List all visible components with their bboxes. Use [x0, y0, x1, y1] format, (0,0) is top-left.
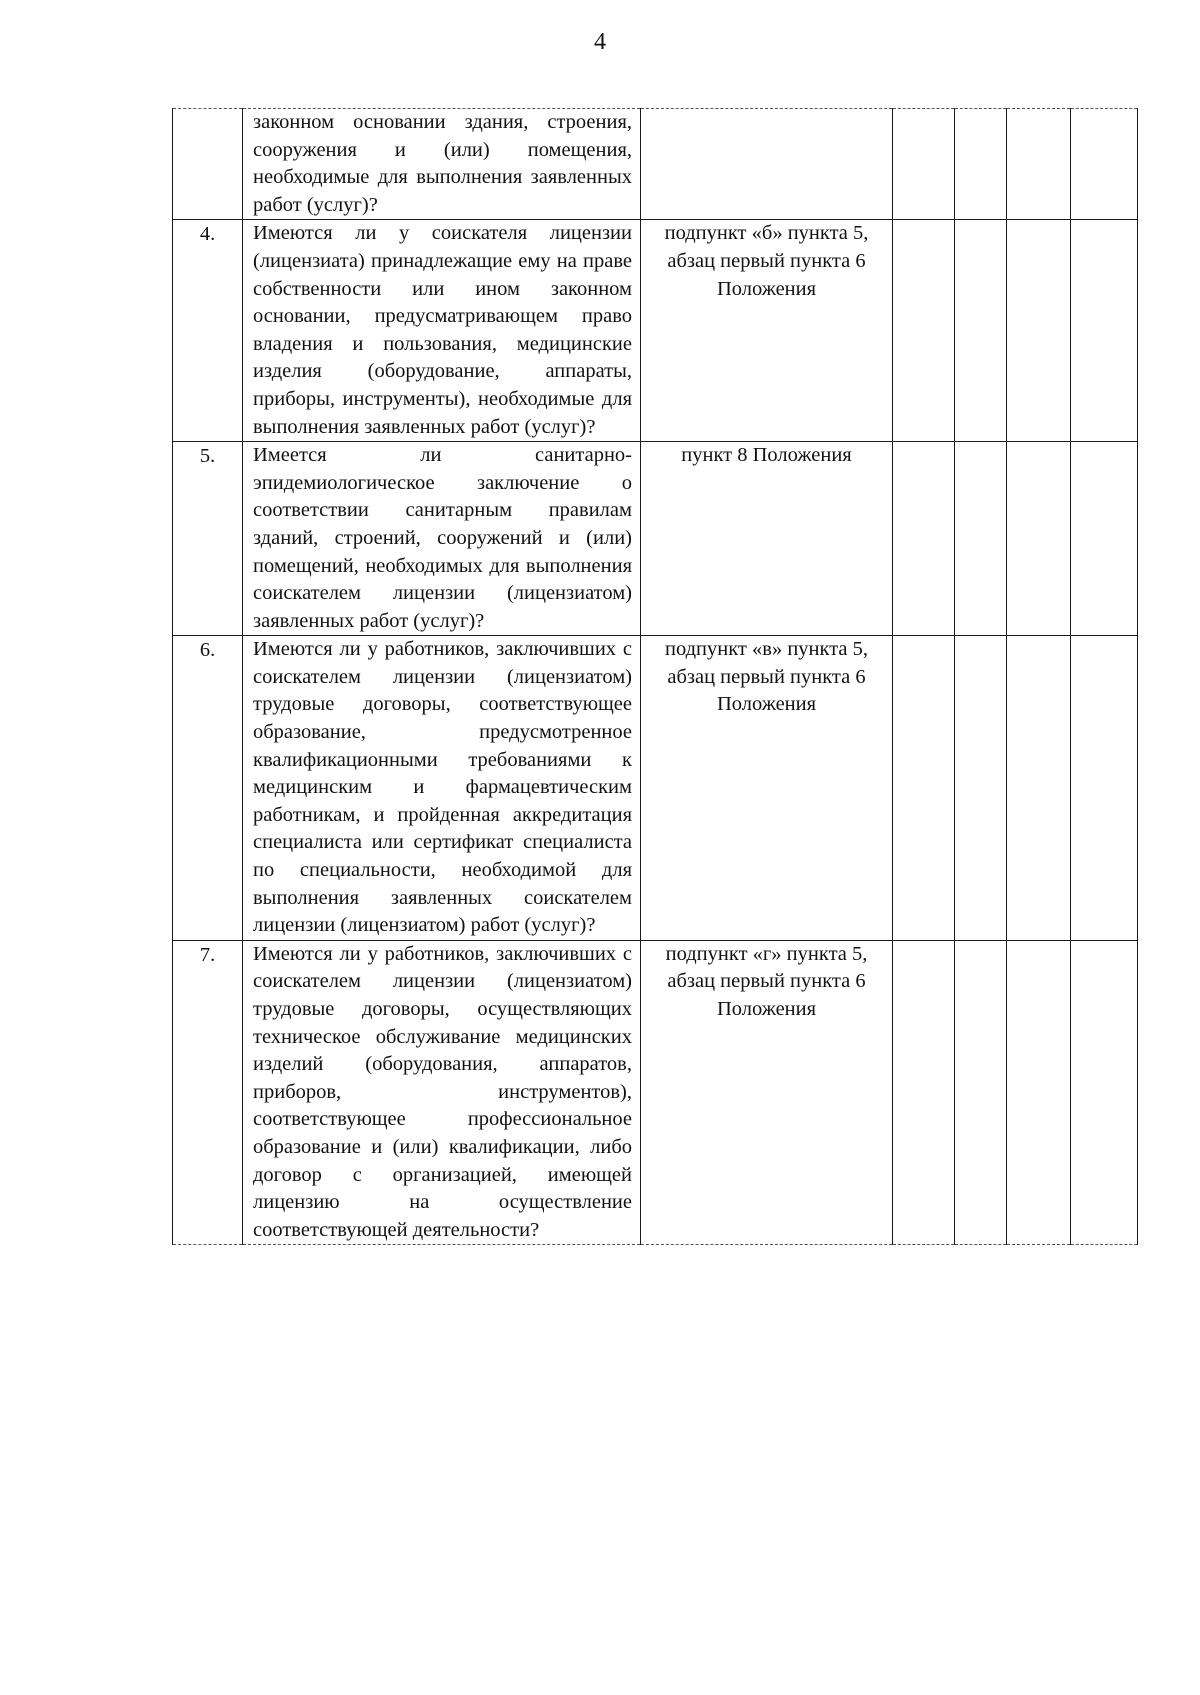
answer-cell-yes	[893, 442, 955, 636]
reference-text: пункт 8 Положения	[681, 444, 852, 467]
row-number: 4.	[199, 223, 216, 246]
question-cell	[243, 940, 641, 1245]
row-number	[173, 109, 242, 110]
answer-cell-yes	[893, 636, 955, 941]
question-text: законном основании здания, строения, сооружения и (или) помещения, необходимые для выполнения заявленных работ (услуг)?	[253, 111, 632, 216]
answer-cell-not-applicable	[1007, 636, 1071, 941]
answer-cell-no	[955, 109, 1007, 220]
row-number-cell	[173, 220, 243, 442]
notes-cell	[1071, 636, 1138, 941]
notes-cell	[1071, 109, 1138, 220]
answer-cell-yes	[893, 940, 955, 1245]
table-row	[173, 940, 1138, 1245]
question-text: Имеются ли у соискателя лицензии (лицензиата) принадлежащие ему на праве собственности или ином законном основании, предусматривающем право владения и пользования, медицинские изделия (оборудование, аппараты, приборы, инструменты), необходимые для выполнения заявленных работ (услуг)?	[253, 222, 632, 438]
notes-cell	[1071, 940, 1138, 1245]
answer-cell-no	[955, 220, 1007, 442]
table-row	[173, 220, 1138, 442]
answer-cell-not-applicable	[1007, 220, 1071, 442]
answer-cell-no	[955, 940, 1007, 1245]
question-text: Имеется ли санитарно-эпидемиологическое заключение о соответствии санитарным правилам зданий, строений, сооружений и (или) помещений, необходимых для выполнения соискателем лицензии (лицензиатом) заявленных работ (услуг)?	[253, 444, 632, 632]
question-cell	[243, 109, 641, 220]
reference-cell	[641, 442, 893, 636]
question-cell	[243, 442, 641, 636]
reference-text: подпункт «в» пункта 5, абзац первый пункта 6 Положения	[664, 638, 869, 716]
table-row	[173, 442, 1138, 636]
answer-cell-not-applicable	[1007, 442, 1071, 636]
page-number: 4	[594, 29, 606, 55]
notes-cell	[1071, 220, 1138, 442]
question-text: Имеются ли у работников, заключивших с соискателем лицензии (лицензиатом) трудовые договоры, осуществляющих техническое обслуживание медицинских изделий (оборудования, аппаратов, приборов, инструментов), соответствующее профессиональное образование и (или) квалификации, либо договор с организацией, имеющей лицензию на осуществление соответствующей деятельности?	[253, 942, 632, 1241]
reference-text: подпункт «б» пункта 5, абзац первый пункта 6 Положения	[664, 222, 869, 300]
answer-cell-no	[955, 442, 1007, 636]
answer-cell-not-applicable	[1007, 109, 1071, 220]
answer-cell-not-applicable	[1007, 940, 1071, 1245]
row-number: 7.	[199, 943, 216, 966]
table-row	[173, 109, 1138, 220]
question-cell	[243, 220, 641, 442]
table-row	[173, 636, 1138, 941]
answer-cell-yes	[893, 220, 955, 442]
row-number-cell	[173, 109, 243, 220]
notes-cell	[1071, 442, 1138, 636]
reference-cell	[641, 220, 893, 442]
reference-cell	[641, 636, 893, 941]
row-number-cell	[173, 636, 243, 941]
row-number-cell	[173, 442, 243, 636]
checklist-table	[172, 108, 1138, 1245]
row-number: 5.	[199, 445, 216, 468]
reference-text: подпункт «г» пункта 5, абзац первый пункта 6 Положения	[665, 942, 868, 1020]
reference-cell	[641, 109, 893, 220]
reference-cell	[641, 940, 893, 1245]
question-cell	[243, 636, 641, 941]
answer-cell-yes	[893, 109, 955, 220]
question-text: Имеются ли у работников, заключивших с соискателем лицензии (лицензиатом) трудовые договоры, соответствующее образование, предусмотренное квалификационными требованиями к медицинским и фармацевтическим работникам, и пройденная аккредитация специалиста или сертификат специалиста по специальности, необходимой для выполнения заявленных соискателем лицензии (лицензиатом) работ (услуг)?	[253, 638, 632, 937]
answer-cell-no	[955, 636, 1007, 941]
row-number-cell	[173, 940, 243, 1245]
row-number: 6.	[199, 639, 216, 662]
